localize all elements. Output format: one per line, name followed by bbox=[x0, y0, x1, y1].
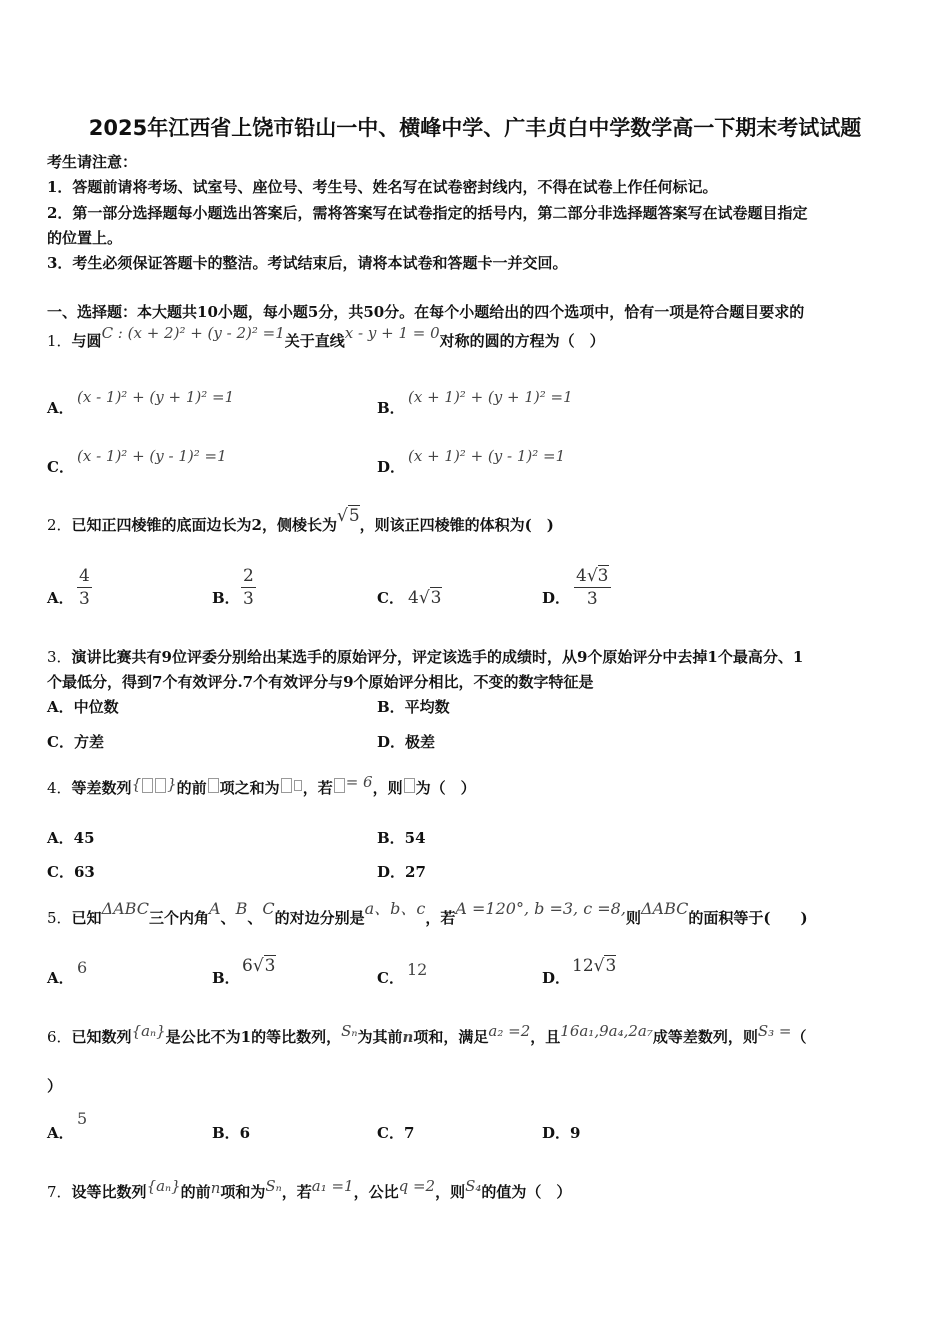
q4-sn-placeholder bbox=[281, 778, 292, 793]
q7-a1: a₁ =1 bbox=[311, 1177, 354, 1195]
q4-number: 4． bbox=[47, 779, 72, 797]
q6-sequence: {aₙ} bbox=[131, 1022, 166, 1040]
q5-text-4: ，若 bbox=[425, 909, 456, 927]
q5-text-6: 的面积等于( ) bbox=[688, 909, 808, 927]
q6-option-d: D．9 bbox=[542, 1124, 581, 1142]
q2-radicand: 5 bbox=[348, 506, 360, 526]
q3-option-b: B．平均数 bbox=[377, 698, 450, 716]
q2-option-c-label: C． bbox=[377, 589, 404, 607]
q1-text-2: 关于直线 bbox=[284, 332, 345, 350]
q1-line-eq: x - y + 1 = 0 bbox=[344, 324, 440, 342]
q7-text-5: ，公比 bbox=[353, 1183, 399, 1201]
q1-option-b: (x + 1)² + (y + 1)² =1 bbox=[408, 388, 573, 406]
q4-sequence-placeholder: { } bbox=[131, 775, 177, 793]
q4-s9-placeholder bbox=[404, 778, 415, 793]
q1-option-c: (x - 1)² + (y - 1)² =1 bbox=[77, 447, 227, 465]
q4-text-6: 为（ ） bbox=[415, 779, 476, 797]
q6-a2: a₂ =2 bbox=[488, 1022, 531, 1040]
q4-option-d: D．27 bbox=[377, 863, 426, 881]
q4-option-a: A．45 bbox=[47, 829, 95, 847]
q5-triangle: ΔABC bbox=[101, 899, 149, 918]
q5-b-radicand: 3 bbox=[264, 956, 276, 976]
q2-option-d-fraction bbox=[574, 565, 611, 610]
question-2 bbox=[47, 506, 554, 535]
q5-number: 5． bbox=[47, 909, 72, 927]
q4-text-4: ，若 bbox=[302, 779, 333, 797]
q4-condition: = 6 bbox=[345, 773, 373, 791]
q5-text-1: 已知 bbox=[71, 909, 102, 927]
q1-option-a: (x - 1)² + (y + 1)² =1 bbox=[77, 388, 235, 406]
q6-s3: S₃ = bbox=[757, 1022, 792, 1040]
q1-option-d-label: D． bbox=[377, 458, 406, 476]
q6-text-7: （ bbox=[791, 1028, 807, 1046]
question-4 bbox=[47, 773, 476, 798]
q4-n-placeholder bbox=[208, 778, 219, 793]
q4-option-b: B．54 bbox=[377, 829, 426, 847]
notice-line-1: 1．答题前请将考场、试室号、座位号、考生号、姓名写在试卷密封线内，不得在试卷上作任何标记。 bbox=[47, 178, 718, 196]
q2-text-1: 已知正四棱锥的底面边长为2，侧棱长为 bbox=[71, 516, 337, 534]
q4-text-5: ，则 bbox=[372, 779, 403, 797]
q7-q: q =2 bbox=[398, 1177, 436, 1195]
q7-sequence: {aₙ} bbox=[146, 1177, 181, 1195]
q4-option-c: C．63 bbox=[47, 863, 95, 881]
q5-text-5: 则 bbox=[625, 909, 641, 927]
q6-text-5: ，且 bbox=[530, 1028, 561, 1046]
q5-sep-2: 、 bbox=[247, 909, 263, 927]
q1-circle-eq: C : (x + 2)² + (y - 2)² =1 bbox=[101, 324, 285, 342]
q6-option-c: C．7 bbox=[377, 1124, 415, 1142]
q5-given: A =120°, b =3, c =8, bbox=[455, 899, 626, 918]
q4-a5-placeholder bbox=[334, 778, 345, 793]
notice-heading: 考生请注意： bbox=[47, 153, 138, 171]
section-heading: 一、选择题：本大题共10小题，每小题5分，共50分。在每个小题给出的四个选项中，恰有一项是符合题目要求的 bbox=[47, 303, 805, 321]
q5-d-radicand: 3 bbox=[605, 956, 617, 976]
q5-option-a: 6 bbox=[77, 958, 88, 977]
q6-text-6: 成等差数列，则 bbox=[652, 1028, 758, 1046]
q6-option-a-label: A． bbox=[47, 1124, 74, 1142]
q7-n: n bbox=[210, 1179, 221, 1197]
q5-sides: a、b、c bbox=[364, 899, 426, 918]
q5-b-coefficient: 6 bbox=[242, 956, 253, 976]
q2-option-b-label: B． bbox=[212, 589, 240, 607]
q3-text-2: 个最低分，得到7个有效评分.7个有效评分与9个原始评分相比，不变的数字特征是 bbox=[47, 673, 594, 691]
question-3 bbox=[47, 647, 803, 667]
q1-text-3: 对称的圆的方程为（ ） bbox=[439, 332, 605, 350]
q7-sn: Sₙ bbox=[265, 1177, 282, 1195]
question-1 bbox=[47, 324, 605, 363]
q1-option-a-label: A． bbox=[47, 399, 74, 417]
q2-text-2: ，则该正四棱锥的体积为( ) bbox=[359, 516, 554, 534]
q2-option-d-label: D． bbox=[542, 589, 571, 607]
q5-angle-c: C bbox=[262, 899, 275, 918]
q2-d-numerator: 4√3 bbox=[576, 566, 609, 586]
q6-text-1: 已知数列 bbox=[71, 1028, 132, 1046]
q6-n: n bbox=[402, 1028, 414, 1046]
q6-closing-paren: ） bbox=[47, 1077, 63, 1095]
q6-text-2: 是公比不为1的等比数列， bbox=[165, 1028, 342, 1046]
q1-option-c-label: C． bbox=[47, 458, 74, 476]
q5-text-2: 三个内角 bbox=[148, 909, 209, 927]
q3-number: 3． bbox=[47, 648, 72, 666]
page-title: 2025年江西省上饶市铅山一中、横峰中学、广丰贞白中学数学高一下期末考试试题 bbox=[88, 116, 862, 140]
q7-text-3: 项和为 bbox=[220, 1183, 266, 1201]
q6-arith-terms: 16a₁,9a₄,2a₇ bbox=[560, 1022, 653, 1040]
q2-c-coefficient: 4 bbox=[408, 588, 419, 608]
notice-line-2: 2．第一部分选择题每小题选出答案后，需将答案写在试卷指定的括号内，第二部分非选择题答案写在试卷题目指定 bbox=[47, 204, 808, 222]
q1-text-1: 与圆 bbox=[71, 332, 102, 350]
q2-option-c: 4√3 bbox=[408, 588, 442, 608]
q2-b-denominator: 3 bbox=[243, 589, 254, 609]
q5-triangle-2: ΔABC bbox=[640, 899, 689, 918]
q6-sn: Sₙ bbox=[341, 1022, 358, 1040]
q4-sn-sub-placeholder bbox=[294, 780, 302, 791]
q2-sqrt-5: √5 bbox=[337, 506, 360, 526]
q1-number: 1． bbox=[47, 332, 72, 350]
q6-option-b: B．6 bbox=[212, 1124, 251, 1142]
q2-c-radicand: 3 bbox=[430, 588, 442, 608]
q3-text-1: 演讲比赛共有9位评委分别给出某选手的原始评分，评定该选手的成绩时，从9个原始评分中去掉1个最高分、1 bbox=[71, 648, 804, 666]
q6-text-4: 项和，满足 bbox=[413, 1028, 489, 1046]
q2-d-denominator: 3 bbox=[586, 589, 598, 609]
q5-sep-1: 、 bbox=[220, 909, 236, 927]
q5-option-b-label: B． bbox=[212, 969, 240, 987]
q5-option-c: 12 bbox=[407, 960, 428, 979]
q2-b-numerator: 2 bbox=[243, 566, 254, 586]
q6-option-a: 5 bbox=[77, 1109, 88, 1128]
q5-option-c-label: C． bbox=[377, 969, 404, 987]
q5-option-b: 6√3 bbox=[242, 956, 276, 976]
q2-number: 2． bbox=[47, 516, 72, 534]
q7-text-7: 的值为（ ） bbox=[481, 1183, 572, 1201]
q2-a-numerator: 4 bbox=[79, 566, 90, 586]
q3-option-a: A．中位数 bbox=[47, 698, 119, 716]
q3-option-d: D．极差 bbox=[377, 733, 436, 751]
q7-text-1: 设等比数列 bbox=[71, 1183, 147, 1201]
q7-text-2: 的前 bbox=[180, 1183, 211, 1201]
question-5 bbox=[47, 899, 808, 928]
notice-line-2-cont: 的位置上。 bbox=[47, 229, 123, 247]
q4-text-1: 等差数列 bbox=[71, 779, 132, 797]
q4-text-3: 项之和为 bbox=[219, 779, 280, 797]
q5-d-coefficient: 12 bbox=[572, 956, 594, 976]
q6-text-3: 为其前 bbox=[357, 1028, 403, 1046]
q5-angle-a: A bbox=[208, 899, 221, 918]
notice-line-3: 3．考生必须保证答题卡的整洁。考试结束后，请将本试卷和答题卡一并交回。 bbox=[47, 254, 568, 272]
q5-option-d: 12√3 bbox=[572, 956, 617, 976]
q5-option-a-label: A． bbox=[47, 969, 74, 987]
q7-text-6: ，则 bbox=[435, 1183, 466, 1201]
q2-option-b-fraction bbox=[241, 565, 256, 610]
q2-a-denominator: 3 bbox=[79, 589, 90, 609]
q2-d-radicand: 3 bbox=[597, 566, 609, 586]
q7-text-4: ，若 bbox=[281, 1183, 312, 1201]
q5-option-d-label: D． bbox=[542, 969, 571, 987]
q4-text-2: 的前 bbox=[176, 779, 207, 797]
q7-number: 7． bbox=[47, 1183, 72, 1201]
q3-option-c: C．方差 bbox=[47, 733, 104, 751]
q7-s4: S₄ bbox=[465, 1177, 482, 1195]
q2-option-a-label: A． bbox=[47, 589, 74, 607]
q1-option-d: (x + 1)² + (y - 1)² =1 bbox=[408, 447, 566, 465]
q2-option-a-fraction bbox=[77, 565, 92, 610]
q2-d-coefficient: 4 bbox=[576, 566, 587, 586]
question-6 bbox=[47, 1022, 807, 1047]
q5-angle-b: B bbox=[235, 899, 248, 918]
question-7 bbox=[47, 1177, 572, 1202]
q6-number: 6． bbox=[47, 1028, 72, 1046]
q1-option-b-label: B． bbox=[377, 399, 405, 417]
q5-text-3: 的对边分别是 bbox=[274, 909, 365, 927]
